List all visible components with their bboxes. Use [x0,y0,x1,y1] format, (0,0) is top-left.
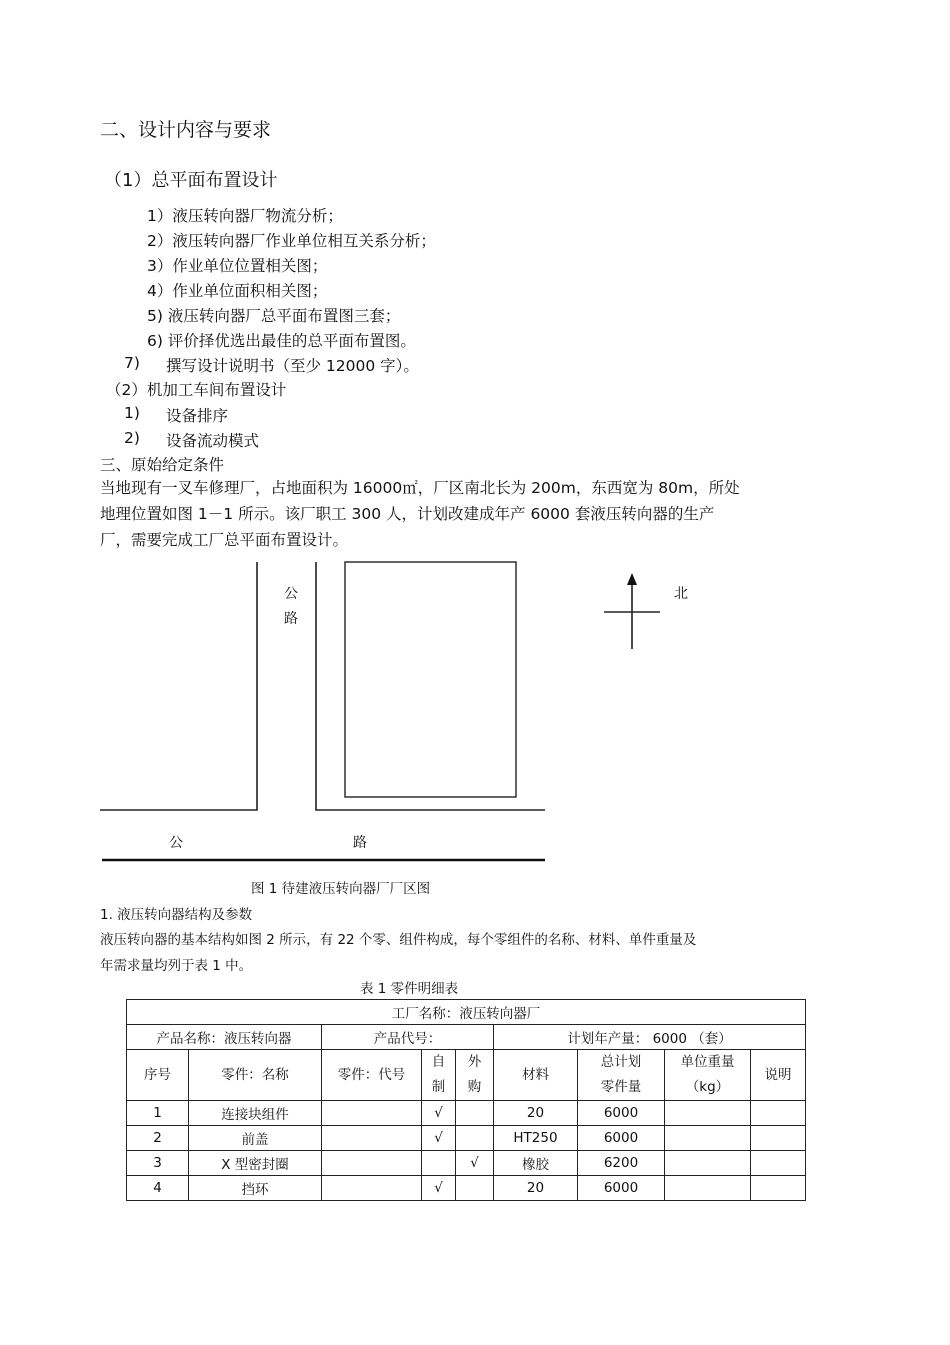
header-part-name: 零件：名称 [189,1050,322,1101]
parts-table [126,999,806,1201]
cell-purchased [456,1101,494,1126]
cell-material: 橡胶 [494,1151,578,1176]
cell-qty: 6000 [578,1176,665,1201]
cell-name: 挡环 [189,1176,322,1201]
paragraph-line: 年需求量均列于表 1 中。 [100,958,253,974]
cell-seq: 2 [127,1126,189,1151]
north-label: 北 [674,586,688,602]
list-item: 3）作业单位位置相关图； [147,257,328,275]
list-item-number: 1) [124,404,140,422]
header-unit-weight [665,1050,751,1101]
header-self-made-1: 自 [431,1054,446,1070]
cell-note [751,1151,806,1176]
header-purchased [456,1050,494,1101]
road-vertical-label-1: 公 [284,586,298,602]
header-purchased-2: 购 [467,1079,482,1095]
header-seq: 序号 [127,1050,189,1101]
cell-self-made: √ [422,1101,456,1126]
cell-weight [665,1126,751,1151]
cell-self-made: √ [422,1176,456,1201]
cell-self-made [422,1151,456,1176]
cell-name: X 型密封圈 [189,1151,322,1176]
section-3-title: 三、原始给定条件 [100,456,225,474]
cell-purchased [456,1126,494,1151]
cell-code [322,1101,422,1126]
header-self-made-2: 制 [431,1079,446,1095]
list-item: 设备排序 [166,407,229,425]
subsection-title: 1. 液压转向器结构及参数 [100,907,253,923]
list-item: 撰写设计说明书（至少 12000 字）。 [166,357,419,375]
cell-name: 连接块组件 [189,1101,322,1126]
header-total-qty-1: 总计划 [600,1054,642,1070]
header-self-made [422,1050,456,1101]
cell-qty: 6000 [578,1126,665,1151]
header-purchased-1: 外 [467,1054,482,1070]
product-code-cell: 产品代号： [322,1025,494,1050]
road-edge-right [316,562,545,810]
cell-weight [665,1176,751,1201]
cell-material: HT250 [494,1126,578,1151]
list-item-number: 7) [124,354,140,372]
list-item: 5) 液压转向器厂总平面布置图三套； [147,307,401,325]
header-unit-weight-1: 单位重量 [680,1054,735,1070]
cell-self-made: √ [422,1126,456,1151]
cell-code [322,1176,422,1201]
paragraph-line: 厂，需要完成工厂总平面布置设计。 [100,531,349,549]
table-row [127,1176,806,1201]
table-row [127,1101,806,1126]
cell-purchased [456,1176,494,1201]
cell-material: 20 [494,1176,578,1201]
table-row [127,1000,806,1025]
road-vertical-label-2: 路 [284,611,298,627]
cell-note [751,1176,806,1201]
list-item: 6) 评价择优选出最佳的总平面布置图。 [147,332,416,350]
header-total-qty [578,1050,665,1101]
table-row [127,1151,806,1176]
list-item-number: 2) [124,429,140,447]
header-total-qty-2: 零件量 [600,1079,642,1095]
list-item: 4）作业单位面积相关图； [147,282,328,300]
cell-note [751,1101,806,1126]
header-part-code: 零件：代号 [322,1050,422,1101]
road-horizontal-label-2: 路 [353,835,367,851]
road-horizontal-label-1: 公 [169,835,183,851]
cell-weight [665,1151,751,1176]
cell-seq: 4 [127,1176,189,1201]
cell-code [322,1151,422,1176]
cell-weight [665,1101,751,1126]
header-material: 材料 [494,1050,578,1101]
cell-seq: 3 [127,1151,189,1176]
cell-qty: 6200 [578,1151,665,1176]
cell-qty: 6000 [578,1101,665,1126]
site-map-figure [0,555,950,875]
subsection-1-title: （1）总平面布置设计 [104,170,278,191]
annual-output-cell: 计划年产量： 6000 （套） [494,1025,806,1050]
cell-note [751,1126,806,1151]
cell-purchased: √ [456,1151,494,1176]
table-caption: 表 1 零件明细表 [360,981,459,997]
table-row [127,1025,806,1050]
subsection-2-title: （2）机加工车间布置设计 [106,381,287,399]
list-item: 2）液压转向器厂作业单位相互关系分析； [147,232,436,250]
product-name-cell: 产品名称：液压转向器 [127,1025,322,1050]
cell-name: 前盖 [189,1126,322,1151]
cell-material: 20 [494,1101,578,1126]
north-arrow-icon [627,573,637,585]
factory-name-cell: 工厂名称：液压转向器厂 [127,1000,806,1025]
list-item: 1）液压转向器厂物流分析； [147,207,343,225]
section-2-title: 二、设计内容与要求 [100,119,272,141]
paragraph-line: 液压转向器的基本结构如图 2 所示，有 22 个零、组件构成，每个零组件的名称、材料、单件重量及 [100,932,697,948]
road-edge-left [100,562,257,810]
figure-caption: 图 1 待建液压转向器厂厂区图 [251,881,431,897]
header-note: 说明 [751,1050,806,1101]
header-unit-weight-2: （kg） [685,1079,730,1095]
cell-code [322,1126,422,1151]
cell-seq: 1 [127,1101,189,1126]
site-map-drawing [0,555,950,875]
list-item: 设备流动模式 [166,432,260,450]
paragraph-line: 地理位置如图 1－1 所示。该厂职工 300 人，计划改建成年产 6000 套液压转向器的生产 [100,505,715,523]
paragraph-line: 当地现有一叉车修理厂，占地面积为 16000㎡，厂区南北长为 200m，东西宽为 80m，所处 [100,479,740,497]
plant-site-boundary [345,562,516,797]
table-row [127,1126,806,1151]
table-header-row [127,1050,806,1101]
